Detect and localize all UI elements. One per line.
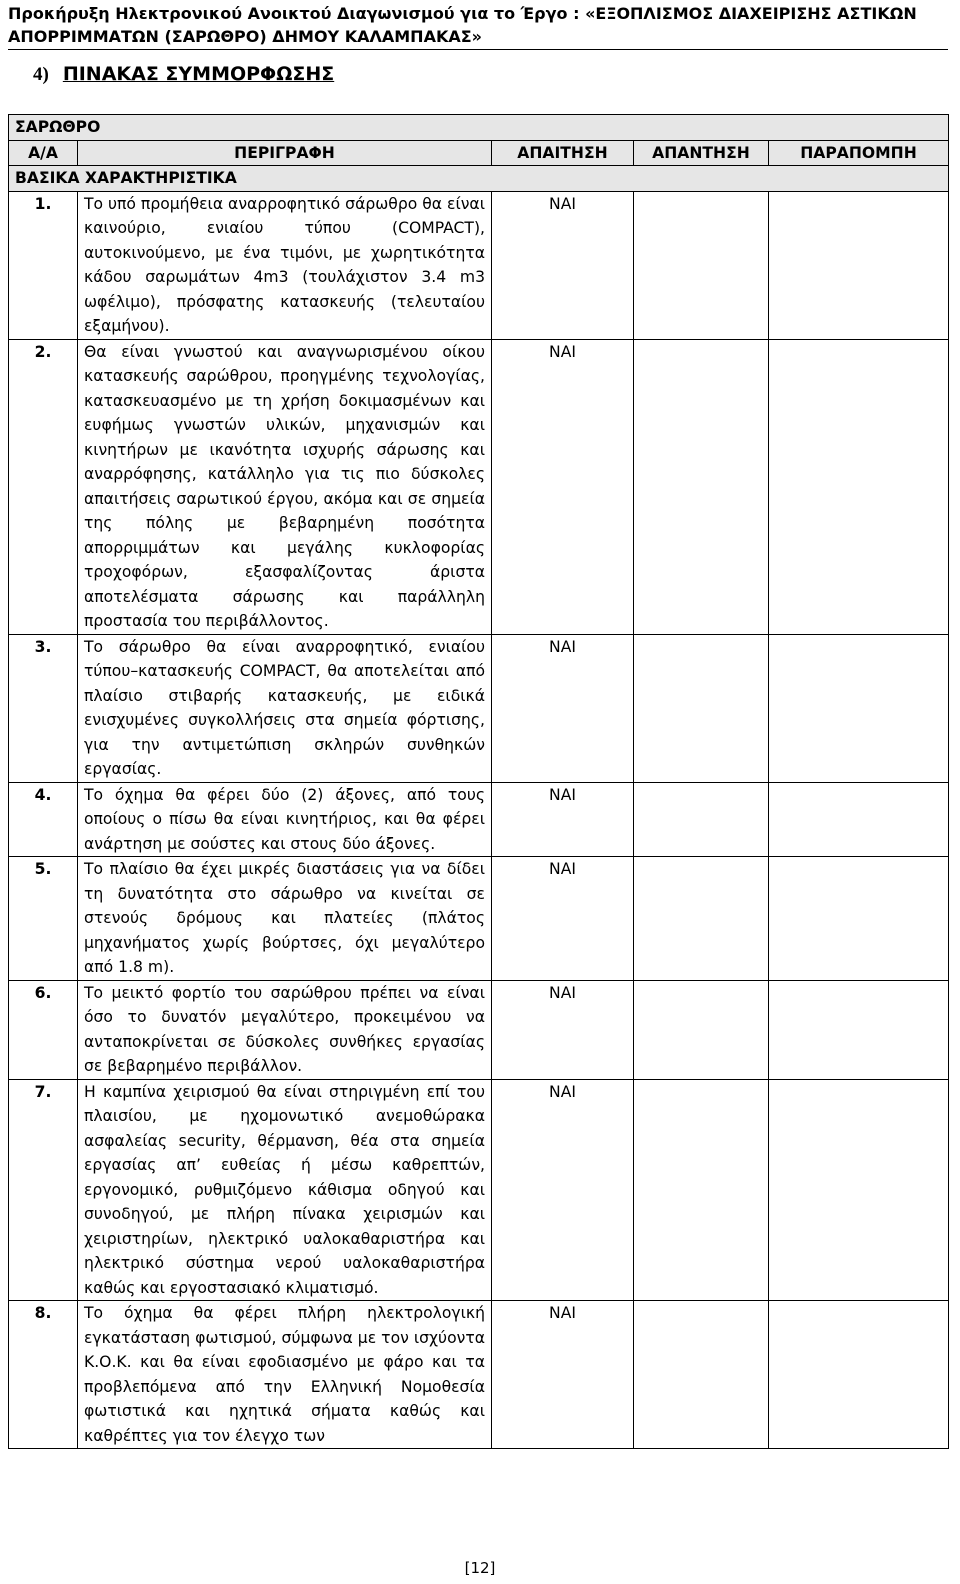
row-reference[interactable] [769,1301,949,1449]
row-answer[interactable] [634,857,769,981]
table-subsection-row [9,166,949,192]
row-description: Η καμπίνα χειρισμού θα είναι στηριγμένη επί του πλαισίου, με ηχομονωτικό ανεμοθώρακα ασφαλείας security, θέρμανση, θέα στα σημεία εργασίας απ’ ευθείας ή μέσω καθρεπτών, εργονομικό, ρυθμιζόμενο κάθισμα οδηγού και συνοδηγού, με πλήρη πίνακα χειρισμών και χειριστηρίων, ηλεκτρικό υαλοκαθαριστήρα και ηλεκτρικό σύστημα νερού υαλοκαθαριστήρα καθώς και εργοστασιακό κλιματισμό. [78,1079,492,1301]
row-reference[interactable] [769,1079,949,1301]
row-answer[interactable] [634,980,769,1079]
table-row [9,191,949,339]
row-reference[interactable] [769,339,949,634]
table-subsection-title: ΒΑΣΙΚΑ ΧΑΡΑΚΤΗΡΙΣΤΙΚΑ [9,166,949,192]
row-requirement: ΝΑΙ [492,857,634,981]
column-header-requirement: ΑΠΑΙΤΗΣΗ [492,140,634,166]
row-number: 3. [9,634,78,782]
table-header-row [9,140,949,166]
row-answer[interactable] [634,782,769,857]
row-reference[interactable] [769,782,949,857]
row-reference[interactable] [769,857,949,981]
document-header: Προκήρυξη Ηλεκτρονικού Ανοικτού Διαγωνισμού για το Έργο : «ΕΞΟΠΛΙΣΜΟΣ ΔΙΑΧΕΙΡΙΣΗΣ ΑΣΤΙΚΩΝ ΑΠΟΡΡΙΜΜΑΤΩΝ (ΣΑΡΩΘΡΟ) ΔΗΜΟΥ ΚΑΛΑΜΠΑΚΑΣ» [8,2,948,50]
row-answer[interactable] [634,1079,769,1301]
table-row [9,980,949,1079]
table-row [9,857,949,981]
row-description: Το μεικτό φορτίο του σαρώθρου πρέπει να είναι όσο το δυνατόν μεγαλύτερο, προκειμένου να ανταποκρίνεται σε δύσκολες συνθήκες εργασίας σε βεβαρημένο περιβάλλον. [78,980,492,1079]
row-description: Το σάρωθρο θα είναι αναρροφητικό, ενιαίου τύπου–κατασκευής COMPACT, θα αποτελείται από πλαίσιο στιβαρής κατασκευής, με ειδικά ενισχυμένες συγκολλήσεις στα σημεία φόρτισης, για την αντιμετώπιση σκληρών συνθηκών εργασίας. [78,634,492,782]
row-reference[interactable] [769,634,949,782]
compliance-table [8,114,949,1449]
table-row [9,1079,949,1301]
table-row [9,339,949,634]
row-requirement: ΝΑΙ [492,1079,634,1301]
page-number: [12] [464,1559,496,1577]
row-requirement: ΝΑΙ [492,634,634,782]
row-description: Το όχημα θα φέρει πλήρη ηλεκτρολογική εγκατάσταση φωτισμού, σύμφωνα με τον ισχύοντα Κ.Ο.Κ. και θα είναι εφοδιασμένο με φάρο και τα προβλεπόμενα από την Ελληνική Νομοθεσία φωτιστικά και ηχητικά σήματα καθώς και καθρέπτες για τον έλεγχο των [78,1301,492,1449]
row-answer[interactable] [634,634,769,782]
row-requirement: ΝΑΙ [492,339,634,634]
table-row [9,634,949,782]
column-header-description: ΠΕΡΙΓΡΑΦΗ [78,140,492,166]
row-answer[interactable] [634,1301,769,1449]
row-number: 1. [9,191,78,339]
section-number: 4) [33,64,49,85]
column-header-reference: ΠΑΡΑΠΟΜΠΗ [769,140,949,166]
row-number: 7. [9,1079,78,1301]
row-reference[interactable] [769,191,949,339]
table-row [9,1301,949,1449]
column-header-answer: ΑΠΑΝΤΗΣΗ [634,140,769,166]
section-title [33,62,334,87]
section-title-text: ΠΙΝΑΚΑΣ ΣΥΜΜΟΡΦΩΣΗΣ [62,63,335,85]
row-reference[interactable] [769,980,949,1079]
row-description: Το υπό προμήθεια αναρροφητικό σάρωθρο θα είναι καινούριο, ενιαίου τύπου (COMPACT), αυτοκινούμενο, με ένα τιμόνι, με χωρητικότητα κάδου σαρωμάτων 4m3 (τουλάχιστον 3.4 m3 ωφέλιμο), πρόσφατης κατασκευής (τελευταίου εξαμήνου). [78,191,492,339]
row-requirement: ΝΑΙ [492,191,634,339]
row-requirement: ΝΑΙ [492,1301,634,1449]
table-group-title: ΣΑΡΩΘΡΟ [9,115,949,141]
column-header-aa: Α/Α [9,140,78,166]
row-description: Το πλαίσιο θα έχει μικρές διαστάσεις για να δίδει τη δυνατότητα στο σάρωθρο να κινείται σε στενούς δρόμους και πλατείες (πλάτος μηχανήματος χωρίς βούρτσες, όχι μεγαλύτερο από 1.8 m). [78,857,492,981]
row-number: 2. [9,339,78,634]
row-number: 5. [9,857,78,981]
table-group-row [9,115,949,141]
row-answer[interactable] [634,191,769,339]
row-requirement: ΝΑΙ [492,980,634,1079]
row-description: Το όχημα θα φέρει δύο (2) άξονες, από τους οποίους ο πίσω θα είναι κινητήριος, και θα φέρει ανάρτηση με σούστες και στους δύο άξονες. [78,782,492,857]
row-description: Θα είναι γνωστού και αναγνωρισμένου οίκου κατασκευής σαρώθρου, προηγμένης τεχνολογίας, κατασκευασμένο με τη χρήση δοκιμασμένων και ευφήμως γνωστών υλικών, μηχανισμών και κινητήρων με ικανότητα ισχυρής σάρωσης και αναρρόφησης, κατάλληλο για τις πιο δύσκολες απαιτήσεις σαρωτικού έργου, ακόμα και σε σημεία της πόλης με βεβαρημένη ποσότητα απορριμμάτων και μεγάλης κυκλοφορίας τροχοφόρων, εξασφαλίζοντας άριστα αποτελέσματα σάρωσης και παράλληλη προστασία του περιβάλλοντος. [78,339,492,634]
row-number: 8. [9,1301,78,1449]
row-requirement: ΝΑΙ [492,782,634,857]
row-number: 4. [9,782,78,857]
row-answer[interactable] [634,339,769,634]
row-number: 6. [9,980,78,1079]
table-row [9,782,949,857]
